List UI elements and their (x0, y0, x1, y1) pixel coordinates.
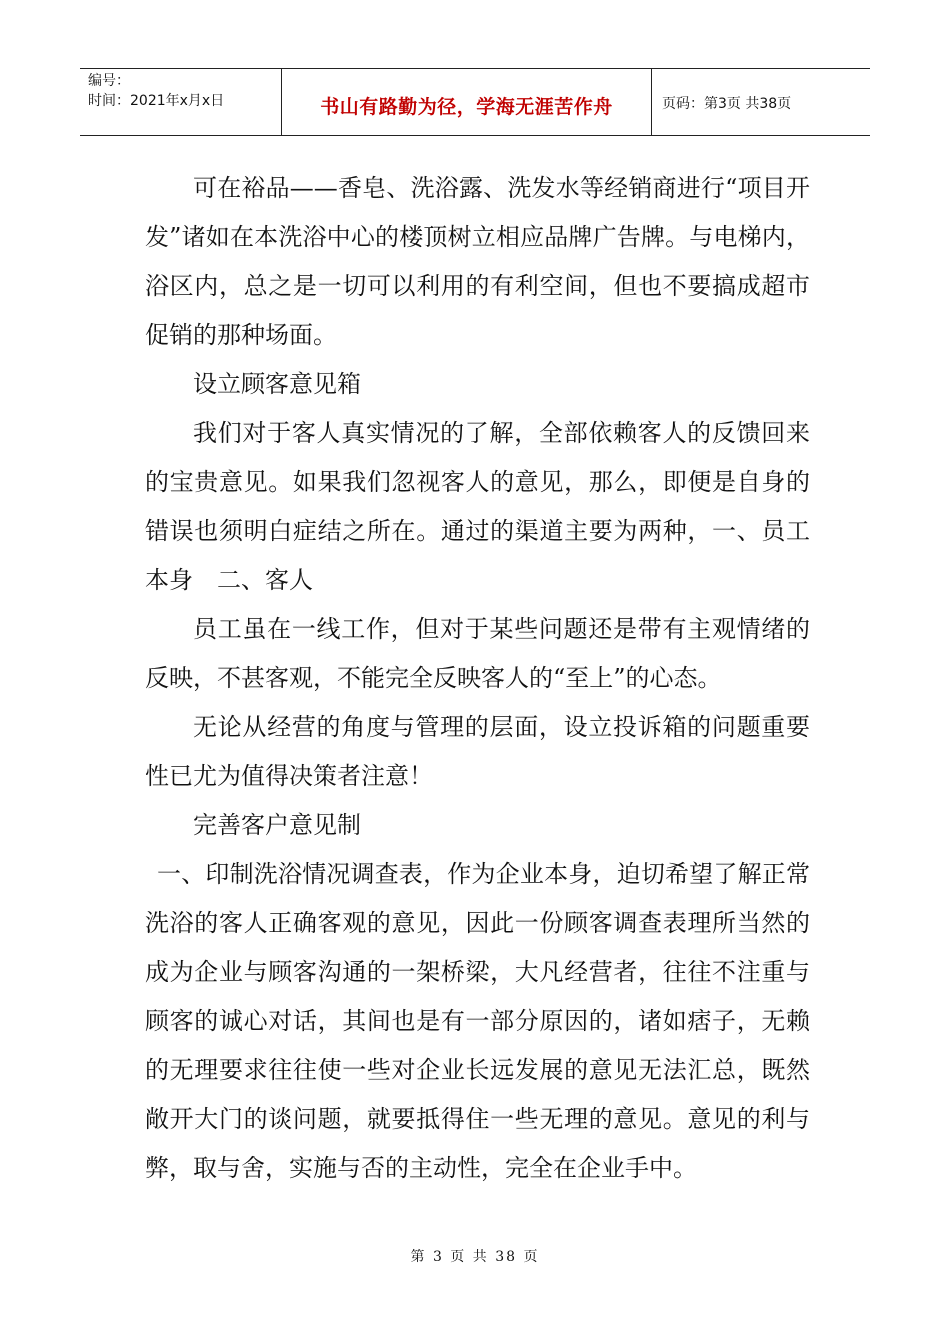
paragraph-survey-form: 一、印制洗浴情况调查表，作为企业本身，迫切希望了解正常洗浴的客人正确客观的意见，因此一份顾客调查表理所当然的成为企业与顾客沟通的一架桥梁，大凡经营者，往往不注重与顾客的诚心对话，其间也是有一部分原因的，诸如痞子，无赖的无理要求往往使一些对企业长远发展的意见无法汇总，既然敞开大门的谈问题，就要抵得住一些无理的意见。意见的利与弊，取与舍，实施与否的主动性，完全在企业手中。 (145, 860, 810, 1182)
document-body (145, 164, 810, 1193)
page-footer: 第 3 页 共 38 页 (410, 1249, 540, 1265)
document-time-label: 时间：2021年x月x日 (88, 93, 225, 109)
document-header (80, 68, 870, 136)
header-page-cell (652, 69, 870, 135)
header-motto-cell (282, 69, 652, 135)
paragraph-customer-feedback: 我们对于客人真实情况的了解，全部依赖客人的反馈回来的宝贵意见。如果我们忽视客人的意见，那么，即便是自身的错误也须明白症结之所在。通过的渠道主要为两种，一、员工本身 二、客人 (145, 419, 810, 594)
header-meta-cell (80, 69, 282, 135)
paragraph-complaint-box: 无论从经营的角度与管理的层面，设立投诉箱的问题重要性已尤为值得决策者注意！ (145, 713, 810, 790)
paragraph-staff-feedback: 员工虽在一线工作，但对于某些问题还是带有主观情绪的反映，不甚客观，不能完全反映客人的“至上”的心态。 (145, 615, 810, 692)
section-heading-suggestion-box: 设立顾客意见箱 (193, 370, 361, 398)
document-number-label: 编号： (88, 73, 130, 89)
header-motto: 书山有路勤为径，学海无涯苦作舟 (320, 95, 613, 118)
section-heading-feedback-system: 完善客户意见制 (193, 811, 361, 839)
paragraph-advertising: 可在裕品——香皂、洗浴露、洗发水等经销商进行“项目开发”诸如在本洗浴中心的楼顶树立相应品牌广告牌。与电梯内，浴区内，总之是一切可以利用的有利空间，但也不要搞成超市促销的那种场面。 (145, 174, 810, 349)
header-page-label: 页码：第3页 共38页 (662, 96, 792, 112)
